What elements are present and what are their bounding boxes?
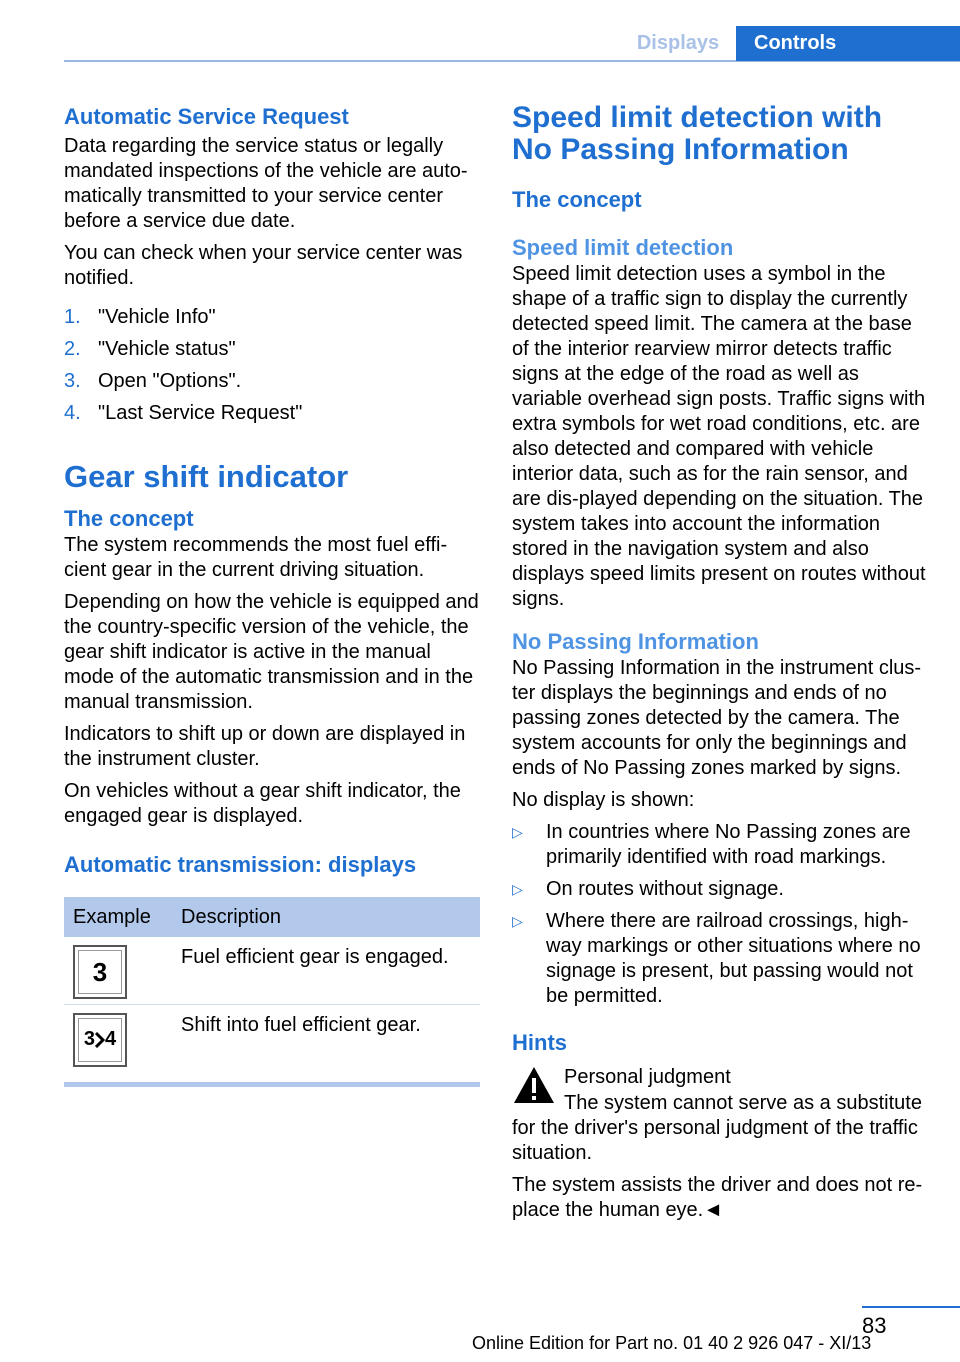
- list-item: [64, 401, 480, 433]
- gear-paragraph-3: Indicators to shift up or down are displayed in the instrument cluster.: [64, 723, 466, 770]
- list-item: [64, 305, 480, 337]
- triangle-bullet-icon: ▷: [512, 881, 523, 897]
- bullet-text: In countries where No Passing zones are primarily identified with road markings.: [546, 821, 911, 868]
- bullet-text: Where there are railroad crossings, high-way markings or other situations where no signage is present, but passing would not be permitted.: [546, 910, 921, 1007]
- gear-paragraph-2: Depending on how the vehicle is equipped and the country-specific version of the vehicle, the gear shift indicator is active in the manual mode of the automatic transmission and in the manual transmission.: [64, 591, 479, 713]
- step-number: 3.: [64, 370, 81, 392]
- page-number: 83: [862, 1313, 887, 1338]
- gear-from-label: 3: [83, 1028, 95, 1050]
- gear-3-label: 3: [78, 950, 122, 994]
- right-column: [512, 100, 930, 1230]
- gear-concept-heading: The concept: [64, 506, 194, 531]
- edition-text: Online Edition for Part no. 01 40 2 926 047 - XI/13: [472, 1333, 872, 1353]
- step-number: 4.: [64, 402, 81, 424]
- npi-paragraph-2: No display is shown:: [512, 789, 695, 811]
- header-chapter-controls: Controls: [736, 26, 960, 61]
- triangle-bullet-icon: ▷: [512, 913, 523, 929]
- step-text: Open "Options".: [98, 370, 242, 392]
- gear-3-icon: [73, 945, 127, 999]
- example-cell: [64, 937, 172, 1004]
- sld-paragraph: Speed limit detection uses a symbol in the shape of a traffic sign to display the currently detected speed limit. The camera at the base of the interior rearview mirror detects traffic signs at the edge of the road as well as variable overhead sign posts. Traffic signs with extra symbols for wet road conditions, etc. are also detected and compared with vehicle interior data, such as for the rain sensor, and are dis-played depending on the situation. The system takes into account the information stored in the navigation system and also displays speed limits present on routes without signs.: [512, 263, 926, 610]
- speed-limit-heading: Speed limit detection with No Passing Information: [512, 101, 883, 166]
- header-section-displays: Displays: [636, 32, 720, 54]
- npi-heading: No Passing Information: [512, 629, 759, 654]
- displays-table: [64, 897, 480, 1082]
- footer-rule: [862, 1306, 960, 1308]
- asr-paragraph-2: You can check when your service center was notified.: [64, 242, 463, 289]
- col-header-example: Example: [64, 897, 172, 937]
- step-text: "Vehicle status": [98, 338, 236, 360]
- col-header-description: Description: [172, 897, 480, 937]
- hints-heading: Hints: [512, 1030, 567, 1055]
- gear-shift-up-icon: [73, 1013, 127, 1067]
- list-item: [64, 369, 480, 401]
- example-cell: [64, 1004, 172, 1082]
- step-number: 2.: [64, 338, 81, 360]
- gear-paragraph-1: The system recommends the most fuel effi-cient gear in the current driving situation.: [64, 534, 448, 581]
- step-text: "Last Service Request": [98, 402, 303, 424]
- warning-title: Personal judgment: [564, 1066, 731, 1088]
- step-text: "Vehicle Info": [98, 306, 216, 328]
- list-item: [512, 909, 930, 1009]
- warning-icon: [512, 1065, 556, 1105]
- list-item: [512, 820, 930, 870]
- table-row: [64, 1004, 480, 1082]
- bullet-text: On routes without signage.: [546, 878, 784, 900]
- warning-paragraph-2: The system assists the driver and does not re-place the human eye.◄: [512, 1174, 923, 1221]
- list-item: [512, 877, 930, 902]
- table-bottom-rule: [64, 1082, 480, 1087]
- auto-transmission-heading: Automatic transmission: displays: [64, 852, 417, 877]
- warning-paragraph-1: The system cannot serve as a substitute for the driver's personal judgment of the traffic situation.: [512, 1092, 922, 1164]
- gear-shift-heading: Gear shift indicator: [64, 459, 349, 494]
- list-item: [64, 337, 480, 369]
- left-column: [64, 100, 480, 1087]
- description-cell: Shift into fuel efficient gear.: [181, 1013, 421, 1036]
- no-display-list: [512, 820, 930, 1009]
- asr-steps-list: [64, 305, 480, 433]
- step-number: 1.: [64, 306, 81, 328]
- asr-heading: Automatic Service Request: [64, 104, 349, 129]
- right-concept-heading: The concept: [512, 187, 642, 212]
- chevron-right-icon: [95, 1032, 105, 1048]
- triangle-bullet-icon: ▷: [512, 824, 523, 840]
- npi-paragraph-1: No Passing Information in the instrument clus-ter displays the beginnings and ends of no passing zones detected by the camera. The system accounts for only the beginnings and ends of No Passing zones marked by signs.: [512, 657, 922, 779]
- sld-heading: Speed limit detection: [512, 235, 734, 260]
- gear-paragraph-4: On vehicles without a gear shift indicator, the engaged gear is displayed.: [64, 780, 461, 827]
- description-cell: Fuel efficient gear is engaged.: [172, 937, 480, 1004]
- gear-to-label: 4: [105, 1028, 117, 1050]
- table-row: [64, 937, 480, 1004]
- asr-paragraph-1: Data regarding the service status or legally mandated inspections of the vehicle are auto-matically transmitted to your service center before a service due date.: [64, 135, 468, 232]
